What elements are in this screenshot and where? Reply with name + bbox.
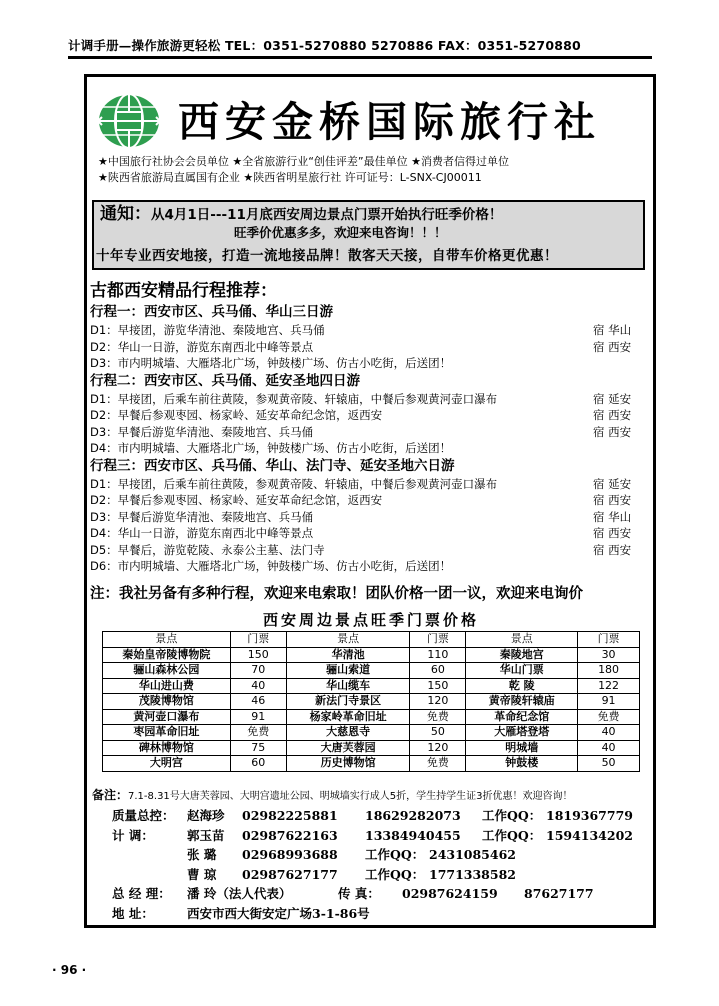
price-cell: 免费 — [410, 709, 466, 725]
day-text: D2：华山一日游，游览东南西北中峰等景点 — [90, 339, 314, 354]
contact-qq-label: 工作QQ： — [482, 827, 542, 843]
manager-role: 总 经 理： — [112, 886, 171, 901]
day-text: D2：早餐后参观枣园、杨家岭、延安革命纪念馆，返西安 — [90, 493, 383, 507]
table-row — [103, 678, 640, 694]
footnote-label: 备注： — [92, 788, 129, 802]
attraction-cell: 枣园革命旧址 — [103, 725, 231, 741]
contact-mobile[interactable]: 18629282073 — [365, 808, 461, 823]
price-cell: 70 — [230, 663, 286, 679]
table-row — [103, 694, 640, 710]
attraction-cell: 黄河壶口瀑布 — [103, 709, 231, 725]
day-stay: 宿 西安 — [593, 493, 632, 507]
attraction-cell: 茂陵博物馆 — [103, 694, 231, 710]
contact-row — [112, 865, 657, 885]
honors-line: ★陕西省旅游局直属国有企业 ★陕西省明星旅行社 许可证号：L-SNX-CJ00011 — [98, 171, 482, 184]
contact-list — [112, 806, 657, 923]
notice-text: 从4月1日---11月底西安周边景点门票开始执行旺季价格！ — [151, 207, 503, 223]
day-text: D3：市内明城墙、大雁塔北广场，钟鼓楼广场、仿古小吃街，后送团！ — [90, 356, 452, 370]
day-row — [90, 476, 650, 493]
price-table-title: 西安周边景点旺季门票价格 — [262, 611, 479, 629]
table-header-row — [103, 632, 640, 648]
price-cell: 40 — [578, 740, 640, 756]
company-honors — [98, 154, 648, 186]
price-cell: 120 — [410, 694, 466, 710]
day-row — [90, 492, 650, 509]
column-header: 景点 — [466, 632, 578, 648]
price-cell: 50 — [578, 756, 640, 772]
price-cell: 91 — [230, 709, 286, 725]
day-row — [90, 322, 650, 339]
notice-tag: 通知： — [100, 204, 151, 224]
day-text: D5：早餐后，游览乾陵、永泰公主墓、法门寺 — [90, 542, 325, 557]
manager-row — [112, 884, 657, 904]
fax-label: 传 真： — [338, 886, 380, 901]
company-name: 西安金桥国际旅行社 — [178, 98, 601, 146]
column-header: 门票 — [410, 632, 466, 648]
attraction-cell: 革命纪念馆 — [466, 709, 578, 725]
contact-name: 曹 琼 — [187, 866, 217, 882]
honors-line: ★中国旅行社协会会员单位 ★全省旅游行业“创佳评差”最佳单位 ★消费者信得过单位 — [98, 155, 509, 168]
day-text: D3：早餐后游览华清池、秦陵地宫、兵马俑 — [90, 424, 314, 439]
day-row — [90, 440, 650, 457]
contact-phone[interactable]: 02982225881 — [242, 808, 338, 823]
fax-number[interactable]: 87627177 — [524, 886, 594, 901]
page-header: 计调手册—操作旅游更轻松 TEL：0351-5270880 5270886 FAX：0351-5270880 — [68, 38, 581, 53]
day-stay: 宿 延安 — [593, 391, 632, 406]
column-header: 景点 — [286, 632, 410, 648]
contact-qq-label: 工作QQ： — [365, 866, 425, 882]
price-cell: 30 — [578, 647, 640, 663]
attraction-cell: 钟鼓楼 — [466, 756, 578, 772]
price-cell: 91 — [578, 694, 640, 710]
day-row — [90, 525, 650, 542]
contact-qq-label: 工作QQ： — [482, 808, 542, 823]
attraction-cell: 大明宫 — [103, 756, 231, 772]
day-stay: 宿 西安 — [593, 542, 632, 557]
day-row — [90, 509, 650, 526]
attraction-cell: 骊山森林公园 — [103, 663, 231, 679]
price-cell: 免费 — [410, 756, 466, 772]
address-row — [112, 904, 657, 924]
attraction-cell: 华山门票 — [466, 663, 578, 679]
column-header: 景点 — [103, 632, 231, 648]
price-cell: 免费 — [578, 709, 640, 725]
attraction-cell: 大慈恩寺 — [286, 725, 410, 741]
day-text: D1：早接团，后乘车前往黄陵，参观黄帝陵、轩辕庙，中餐后参观黄河壶口瀑布 — [90, 391, 498, 406]
header-rule — [68, 56, 652, 59]
contact-qq[interactable]: 1819367779 — [546, 808, 633, 823]
contact-row — [112, 806, 657, 826]
attraction-cell: 秦陵地宫 — [466, 647, 578, 663]
contact-qq[interactable]: 1771338582 — [429, 866, 516, 882]
contact-role: 计 调： — [112, 827, 154, 843]
table-row — [103, 709, 640, 725]
price-cell: 150 — [230, 647, 286, 663]
day-text: D6：市内明城墙、大雁塔北广场，钟鼓楼广场、仿古小吃街，后送团！ — [90, 559, 452, 573]
day-text: D1：早接团，后乘车前往黄陵，参观黄帝陵、轩辕庙，中餐后参观黄河壶口瀑布 — [90, 476, 498, 491]
day-row — [90, 339, 650, 356]
price-cell: 60 — [230, 756, 286, 772]
day-row — [90, 355, 650, 372]
price-cell: 40 — [578, 725, 640, 741]
price-cell: 50 — [410, 725, 466, 741]
itinerary-list — [90, 303, 650, 575]
notice-box — [92, 200, 645, 270]
attraction-cell: 乾 陵 — [466, 678, 578, 694]
route-title: 行程三：西安市区、兵马俑、华山、法门寺、延安圣地六日游 — [90, 457, 455, 474]
attraction-cell: 骊山索道 — [286, 663, 410, 679]
day-stay: 宿 华山 — [593, 509, 632, 524]
globe-bridge-logo-icon — [96, 92, 162, 150]
contact-qq[interactable]: 2431085462 — [429, 847, 516, 862]
attraction-cell: 新法门寺景区 — [286, 694, 410, 710]
attraction-cell: 秦始皇帝陵博物院 — [103, 647, 231, 663]
attraction-cell: 华山缆车 — [286, 678, 410, 694]
notice-slogan: 十年专业西安地接，打造一流地接品牌！散客天天接，自带车价格更优惠！ — [96, 248, 558, 264]
page-number: · 96 · — [52, 963, 87, 977]
attraction-cell: 华清池 — [286, 647, 410, 663]
column-header: 门票 — [578, 632, 640, 648]
notice-line: 旺季价优惠多多，欢迎来电咨询！！！ — [234, 225, 447, 240]
contact-mobile[interactable]: 13384940455 — [365, 827, 461, 843]
attraction-cell: 大雁塔登塔 — [466, 725, 578, 741]
day-text: D3：早餐后游览华清池、秦陵地宫、兵马俑 — [90, 509, 314, 524]
attraction-cell: 明城墙 — [466, 740, 578, 756]
price-cell: 180 — [578, 663, 640, 679]
table-row — [103, 647, 640, 663]
day-text: D1：早接团，游览华清池、秦陵地宫、兵马俑 — [90, 323, 325, 337]
day-text: D4：市内明城墙、大雁塔北广场，钟鼓楼广场、仿古小吃街，后送团！ — [90, 441, 452, 455]
contact-phone[interactable]: 02968993688 — [242, 847, 338, 862]
route-title: 行程一：西安市区、兵马俑、华山三日游 — [90, 304, 333, 320]
day-text: D2：早餐后参观枣园、杨家岭、延安革命纪念馆，返西安 — [90, 408, 383, 422]
address-role: 地 址： — [112, 905, 154, 921]
contact-name: 赵海珍 — [187, 808, 225, 823]
day-row — [90, 558, 650, 575]
price-cell: 150 — [410, 678, 466, 694]
footnote — [92, 788, 573, 804]
ticket-price-table — [102, 631, 640, 772]
day-stay: 宿 西安 — [593, 424, 632, 439]
notice-line — [100, 203, 502, 226]
manager-name: 潘 玲（法人代表） — [187, 886, 292, 901]
table-row — [103, 725, 640, 741]
contact-phone[interactable]: 02987622163 — [242, 827, 338, 843]
contact-row — [112, 845, 657, 865]
itinerary-note: 注：我社另备有多种行程，欢迎来电索取！团队价格一团一议，欢迎来电询价 — [90, 586, 583, 602]
price-cell: 免费 — [230, 725, 286, 741]
attraction-cell: 杨家岭革命旧址 — [286, 709, 410, 725]
price-cell: 122 — [578, 678, 640, 694]
contact-qq[interactable]: 1594134202 — [546, 827, 633, 843]
contact-phone[interactable]: 02987627177 — [242, 866, 338, 882]
day-stay: 宿 西安 — [593, 339, 632, 354]
footnote-text: 7.1-8.31号大唐芙蓉园、大明宫遗址公园、明城墙实行成人5折，学生持学生证3折优惠！欢迎咨询！ — [128, 791, 573, 802]
price-cell: 75 — [230, 740, 286, 756]
day-row — [90, 542, 650, 559]
fax-number[interactable]: 02987624159 — [402, 886, 498, 901]
contact-name: 张 璐 — [187, 847, 217, 862]
day-row — [90, 407, 650, 424]
day-stay: 宿 华山 — [593, 323, 632, 337]
day-row — [90, 391, 650, 408]
attraction-cell: 碑林博物馆 — [103, 740, 231, 756]
contact-role: 质量总控： — [112, 808, 175, 823]
price-cell: 120 — [410, 740, 466, 756]
table-row — [103, 740, 640, 756]
attraction-cell: 历史博物馆 — [286, 756, 410, 772]
table-row — [103, 756, 640, 772]
attraction-cell: 黄帝陵轩辕庙 — [466, 694, 578, 710]
column-header: 门票 — [230, 632, 286, 648]
price-cell: 46 — [230, 694, 286, 710]
day-row — [90, 424, 650, 441]
price-cell: 110 — [410, 647, 466, 663]
contact-name: 郭玉苗 — [187, 827, 225, 843]
attraction-cell: 华山进山费 — [103, 678, 231, 694]
day-text: D4：华山一日游，游览东南西北中峰等景点 — [90, 526, 314, 540]
table-row — [103, 663, 640, 679]
itinerary-section-title: 古都西安精品行程推荐： — [90, 281, 277, 301]
day-stay: 宿 延安 — [593, 476, 632, 491]
address-text: 西安市西大街安定广场3-1-86号 — [187, 905, 370, 921]
price-cell: 40 — [230, 678, 286, 694]
route-title: 行程二：西安市区、兵马俑、延安圣地四日游 — [90, 372, 360, 389]
day-stay: 宿 西安 — [593, 408, 632, 422]
contact-row — [112, 826, 657, 846]
attraction-cell: 大唐芙蓉园 — [286, 740, 410, 756]
contact-qq-label: 工作QQ： — [365, 847, 425, 862]
day-stay: 宿 西安 — [593, 526, 632, 540]
price-cell: 60 — [410, 663, 466, 679]
